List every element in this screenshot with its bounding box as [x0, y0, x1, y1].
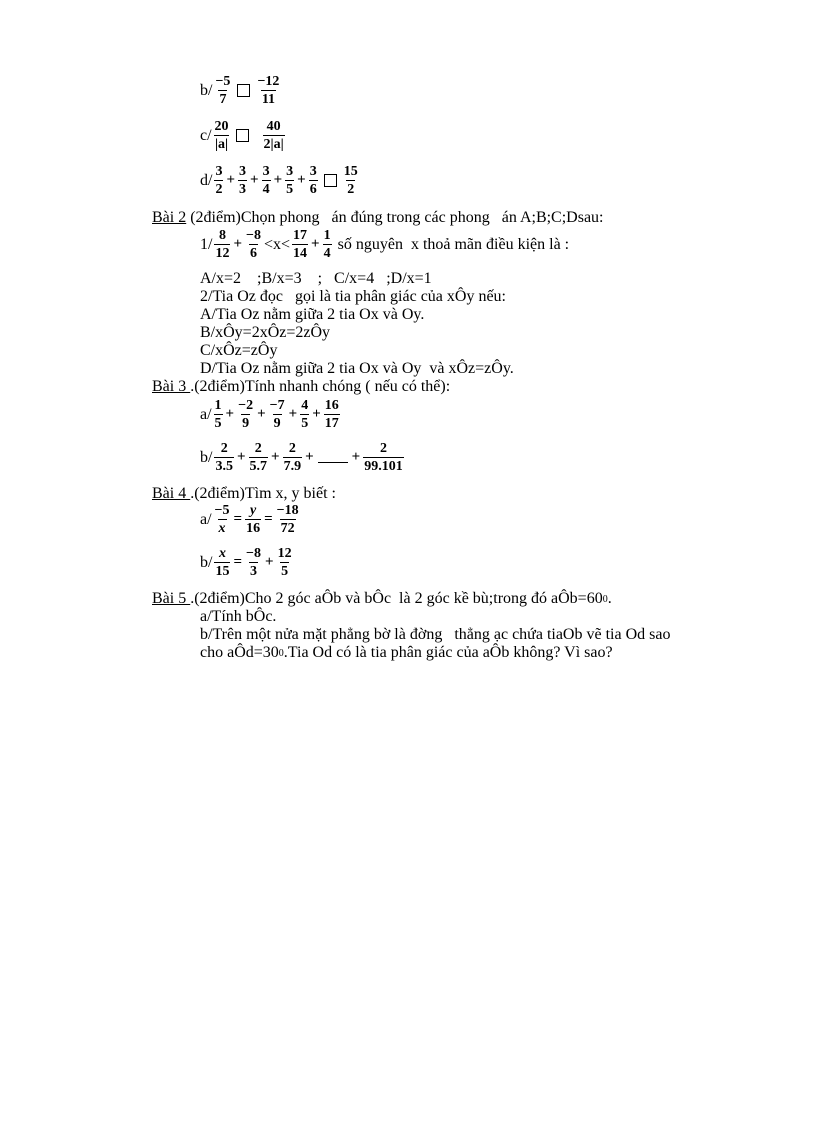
exercise-title-end: .	[607, 590, 612, 607]
bai3-b-line: b/ $\frac{2}{3.5}$ + $\frac{2}{5.7}$ + $\frac{2}{7.9}$ + + $\frac{2}{99.101}$	[200, 441, 403, 474]
fraction: $\frac{-7}{9}$	[269, 398, 285, 431]
bai2-q1-answers: A/x=2 ;B/x=3 ; C/x=4 ;D/x=1	[200, 270, 432, 287]
question-text: cho aÔd=30	[200, 644, 279, 661]
fraction: $\frac{17}{14}$	[293, 228, 308, 261]
item-prefix: c/	[200, 126, 212, 144]
bai2-q1-line: 1/ $\frac{8}{12}$ + $\frac{-8}{6}$ <x< $\frac{17}{14}$ + $\frac{1}{4}$ số nguyên x thoả mãn điều kiện là :	[200, 228, 570, 261]
question-text: số nguyên x thoả mãn điều kiện là :	[333, 235, 570, 253]
exercise-title: .(2điểm)Tìm x, y biết :	[190, 485, 336, 502]
fraction: $\frac{8}{12}$	[215, 228, 230, 261]
fraction: $\frac{4}{5}$	[301, 398, 309, 431]
bai5-b-line1: b/Trên một nửa mặt phẳng bờ là đờng thẳng ạc chứa tiaOb vẽ tia Od sao	[200, 626, 671, 643]
fraction: $\frac{x}{15}$	[215, 546, 230, 579]
exercise-title: (2điểm)Chọn phong án đúng trong các phong án A;B;C;Dsau:	[186, 209, 604, 226]
compare-box	[237, 84, 250, 97]
item-prefix: a/	[200, 405, 212, 423]
exercise-label: Bài 3	[152, 378, 191, 395]
fraction: $\frac{3}{2}$	[215, 164, 223, 197]
item-prefix: 1/	[200, 235, 213, 253]
item-prefix: b/	[200, 448, 213, 466]
bai2-q2-option-d: D/Tia Oz nằm giữa 2 tia Ox và Oy và xÔz=zÔy.	[200, 360, 514, 377]
degree-sup: 0	[278, 647, 284, 659]
ellipsis-blank	[318, 461, 348, 463]
fraction: $\frac{2}{7.9}$	[283, 441, 302, 474]
compare-box	[236, 129, 249, 142]
fraction: $\frac{-18}{72}$	[276, 503, 299, 536]
fraction: $\frac{-8}{6}$	[246, 228, 261, 261]
fraction: $\frac{y}{16}$	[246, 503, 261, 536]
bai2-q2-option-c: C/xÔz=zÔy	[200, 342, 278, 359]
degree-sup: 0	[602, 593, 608, 605]
bai5-heading	[152, 590, 612, 608]
fraction: $\frac{40}{2|a|}$	[263, 119, 284, 152]
bai1-d-line: d/ $\frac{3}{2}$ + $\frac{3}{3}$ + $\frac{3}{4}$ + $\frac{3}{5}$ + $\frac{3}{6}$ $\frac{15}{2}$	[200, 164, 358, 197]
question-text-end: .Tia Od có là tia phân giác của aÔb không? Vì sao?	[283, 644, 613, 661]
item-prefix: b/	[200, 81, 213, 99]
fraction: $\frac{3}{6}$	[309, 164, 317, 197]
bai5-a: a/Tính bÔc.	[200, 608, 277, 625]
fraction: $\frac{3}{3}$	[239, 164, 247, 197]
exercise-label: Bài 4	[152, 485, 191, 502]
fraction: $\frac{-5}{7}$	[215, 74, 231, 107]
fraction: $\frac{2}{5.7}$	[249, 441, 268, 474]
bai5-b-line2	[200, 644, 613, 662]
fraction: $\frac{2}{3.5}$	[215, 441, 233, 474]
item-prefix: a/	[200, 510, 212, 528]
bai4-a-line: a/ $\frac{-5}{x}$ = $\frac{y}{16}$ = $\frac{-18}{72}$	[200, 503, 299, 536]
exercise-label: Bài 5	[152, 590, 191, 607]
exercise-title: .(2điểm)Tính nhanh chóng ( nếu có thể):	[190, 378, 451, 395]
fraction: $\frac{-8}{3}$	[246, 546, 261, 579]
fraction: $\frac{1}{5}$	[214, 398, 222, 431]
fraction: $\frac{16}{17}$	[324, 398, 339, 431]
bai3-a-line: a/ $\frac{1}{5}$ + $\frac{-2}{9}$ + $\frac{-7}{9}$ + $\frac{4}{5}$ + $\frac{16}{17}$	[200, 398, 339, 431]
bai2-heading	[152, 209, 604, 227]
bai2-q2-option-b: B/xÔy=2xÔz=2zÔy	[200, 324, 331, 341]
fraction: $\frac{15}{2}$	[343, 164, 358, 197]
fraction: $\frac{1}{4}$	[323, 228, 331, 261]
fraction: $\frac{3}{5}$	[286, 164, 294, 197]
exercise-title: .(2điểm)Cho 2 góc aÔb và bÔc là 2 góc kề bù;trong đó aÔb=60	[190, 590, 603, 607]
bai1-c-line	[200, 119, 287, 152]
bai2-q2-option-a: A/Tia Oz nằm giữa 2 tia Ox và Oy.	[200, 306, 425, 323]
fraction: $\frac{3}{4}$	[262, 164, 270, 197]
bai1-b-line	[200, 74, 282, 107]
bai4-heading	[152, 485, 336, 503]
fraction: $\frac{-2}{9}$	[238, 398, 254, 431]
bai2-q2-stem: 2/Tia Oz đọc gọi là tia phân giác của xÔy nếu:	[200, 288, 506, 305]
fraction: $\frac{-12}{11}$	[257, 74, 280, 107]
item-prefix: b/	[200, 553, 213, 571]
inequality: <x<	[264, 235, 291, 253]
fraction: $\frac{-5}{x}$	[214, 503, 230, 536]
bai4-b-line: b/ $\frac{x}{15}$ = $\frac{-8}{3}$ + $\frac{12}{5}$	[200, 546, 292, 579]
compare-box	[324, 174, 337, 187]
exercise-label: Bài 2	[152, 209, 187, 226]
fraction: $\frac{12}{5}$	[277, 546, 292, 579]
fraction: $\frac{20}{|a|}$	[214, 119, 229, 152]
item-prefix: d/	[200, 171, 213, 189]
bai3-heading	[152, 378, 450, 396]
fraction: $\frac{2}{99.101}$	[364, 441, 403, 474]
